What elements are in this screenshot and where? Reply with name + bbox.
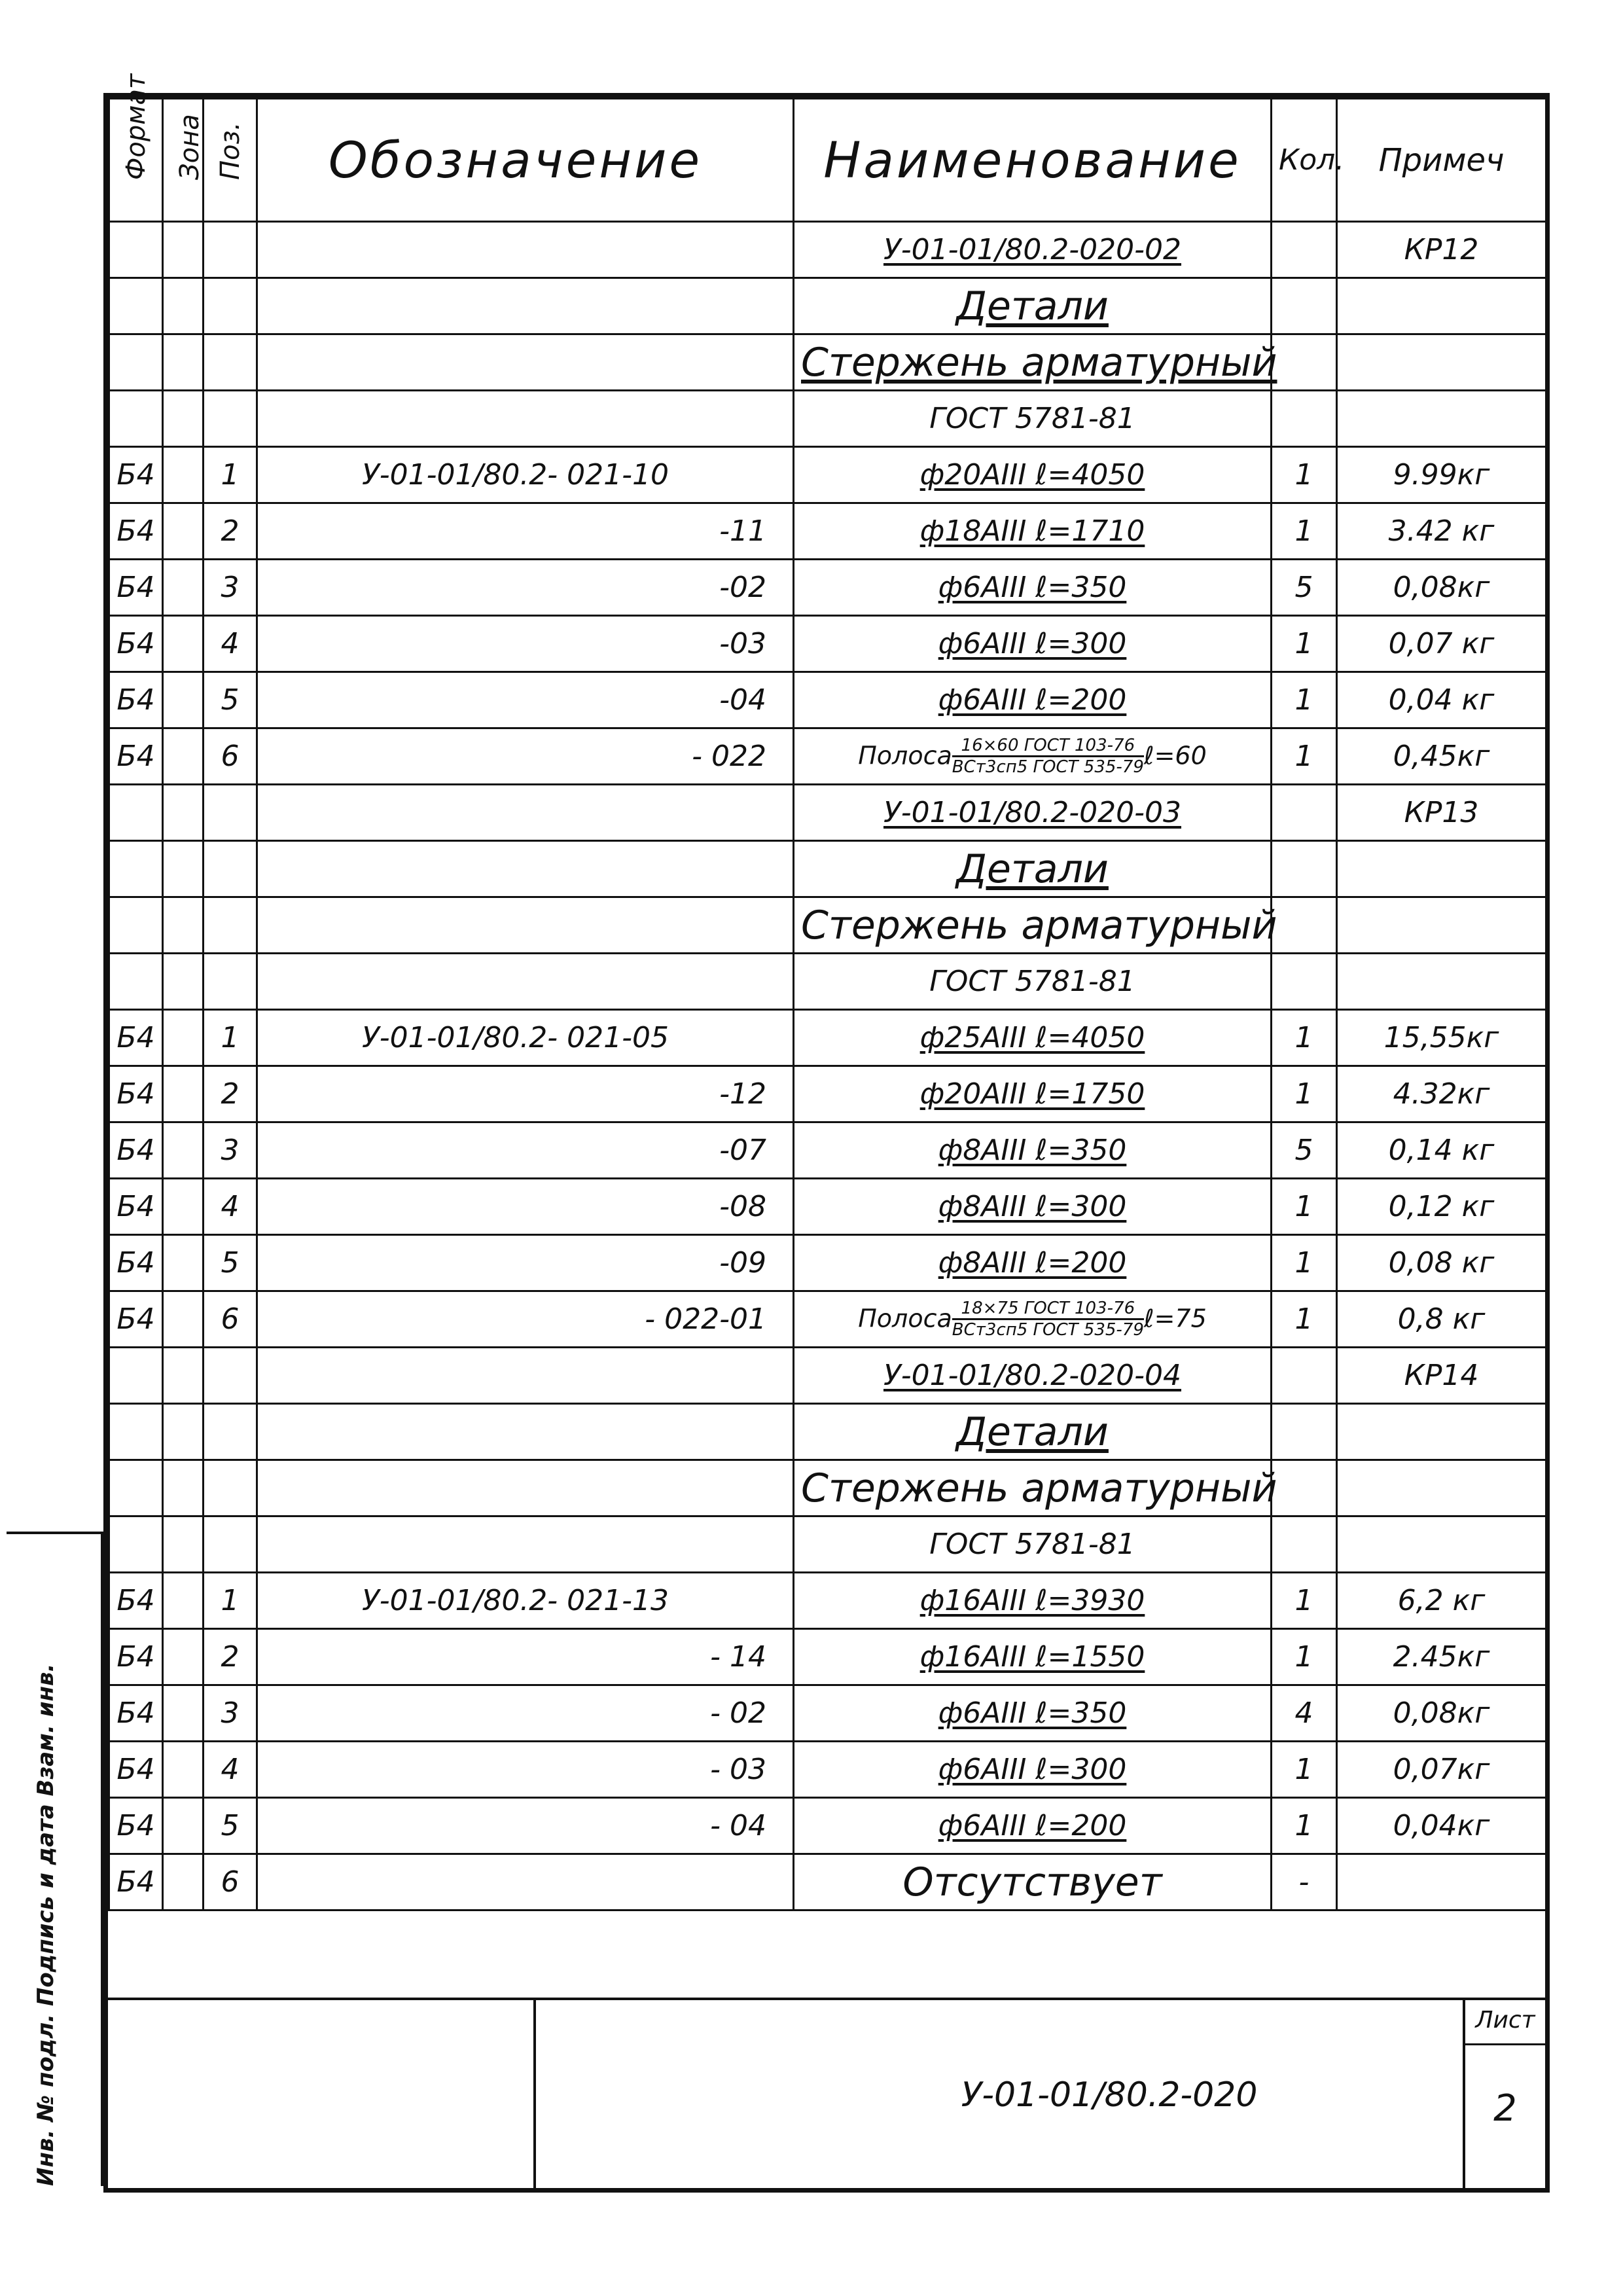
cell-position: 4 [204,1742,257,1798]
cell-designation [257,785,794,841]
cell-name: Детали [794,841,1272,897]
cell-name: Отсутствует [794,1854,1272,1910]
cell-name: ф6АIII ℓ=350 [794,560,1272,616]
header-note: Примеч [1337,99,1546,222]
cell-name: Стержень арматурный [794,334,1272,391]
cell-format: Б4 [109,1629,163,1685]
cell-name: Полоса $\frac{\text{16×60 ГОСТ 103-76}}{\text{ВСт3сп5 ГОСТ 535-79}}$ ℓ=60 [794,728,1272,785]
table-row [109,1235,1546,1291]
cell-designation [257,1854,794,1910]
cell-name: ГОСТ 5781-81 [794,1516,1272,1573]
cell-zone [163,841,204,897]
cell-note [1337,1404,1546,1460]
cell-note [1337,1460,1546,1516]
cell-designation [257,897,794,954]
cell-name: У-01-01/80.2-020-04 [794,1348,1272,1404]
cell-zone [163,1798,204,1854]
table-row [109,897,1546,954]
cell-format: Б4 [109,1685,163,1742]
cell-quantity [1272,391,1337,447]
table-row [109,1742,1546,1798]
table-row [109,616,1546,672]
cell-quantity [1272,278,1337,334]
cell-quantity: 1 [1272,447,1337,503]
cell-note: 0,07кг [1337,1742,1546,1798]
table-row [109,447,1546,503]
cell-format: Б4 [109,1573,163,1629]
cell-zone [163,503,204,560]
cell-note: КР12 [1337,222,1546,278]
table-row [109,1573,1546,1629]
table-row [109,503,1546,560]
table-row [109,728,1546,785]
cell-position [204,334,257,391]
cell-position: 6 [204,1291,257,1348]
table-row [109,278,1546,334]
cell-name: ф20АIII ℓ=4050 [794,447,1272,503]
table-row [109,560,1546,616]
cell-note: 0,14 кг [1337,1122,1546,1179]
table-row [109,1629,1546,1685]
cell-position: 3 [204,1685,257,1742]
cell-designation: -11 [257,503,794,560]
cell-quantity: 1 [1272,1066,1337,1122]
cell-designation: -09 [257,1235,794,1291]
table-row [109,672,1546,728]
table-row [109,1854,1546,1910]
cell-note: 0,8 кг [1337,1291,1546,1348]
cell-format: Б4 [109,447,163,503]
cell-note: 9.99кг [1337,447,1546,503]
cell-position: 3 [204,560,257,616]
cell-zone [163,1348,204,1404]
cell-name: ф8АIII ℓ=350 [794,1122,1272,1179]
cell-zone [163,447,204,503]
cell-zone [163,1854,204,1910]
cell-format: Б4 [109,560,163,616]
cell-designation: У-01-01/80.2- 021-05 [257,1010,794,1066]
cell-designation: -07 [257,1122,794,1179]
cell-name: Детали [794,1404,1272,1460]
cell-quantity: 4 [1272,1685,1337,1742]
cell-zone [163,1291,204,1348]
cell-zone [163,672,204,728]
sheet-number: 2 [1493,2087,1517,2130]
cell-format [109,222,163,278]
cell-designation: - 022 [257,728,794,785]
table-row [109,391,1546,447]
cell-quantity [1272,954,1337,1010]
cell-zone [163,1742,204,1798]
cell-note: 15,55кг [1337,1010,1546,1066]
cell-designation [257,841,794,897]
cell-format [109,1404,163,1460]
cell-designation [257,1404,794,1460]
table-row [109,1798,1546,1854]
cell-designation [257,278,794,334]
cell-name: ф20АIII ℓ=1750 [794,1066,1272,1122]
cell-zone [163,728,204,785]
cell-note [1337,897,1546,954]
cell-name: ф18АIII ℓ=1710 [794,503,1272,560]
cell-zone [163,1179,204,1235]
cell-note: 0,45кг [1337,728,1546,785]
cell-quantity [1272,1516,1337,1573]
table-row [109,334,1546,391]
table-row [109,1179,1546,1235]
table-row [109,1404,1546,1460]
cell-format [109,1348,163,1404]
cell-position [204,278,257,334]
cell-position [204,1348,257,1404]
cell-zone [163,1404,204,1460]
title-block [108,1998,1545,2193]
document-code: У-01-01/80.2-020 [961,2075,1258,2115]
side-stamp [7,1532,105,2186]
cell-note: 0,04кг [1337,1798,1546,1854]
cell-position: 3 [204,1122,257,1179]
cell-name: Стержень арматурный [794,1460,1272,1516]
cell-quantity [1272,897,1337,954]
cell-format: Б4 [109,503,163,560]
cell-quantity: 1 [1272,1291,1337,1348]
cell-quantity: 1 [1272,672,1337,728]
table-row [109,1516,1546,1573]
cell-format: Б4 [109,672,163,728]
cell-note: 2.45кг [1337,1629,1546,1685]
cell-name: ф6АIII ℓ=200 [794,672,1272,728]
cell-quantity: 1 [1272,503,1337,560]
cell-format: Б4 [109,1291,163,1348]
cell-name: ГОСТ 5781-81 [794,954,1272,1010]
cell-position: 6 [204,728,257,785]
cell-position: 6 [204,1854,257,1910]
cell-name: ф6АIII ℓ=200 [794,1798,1272,1854]
cell-quantity [1272,1404,1337,1460]
cell-zone [163,278,204,334]
table-row [109,222,1546,278]
cell-quantity [1272,334,1337,391]
cell-note [1337,1516,1546,1573]
cell-zone [163,222,204,278]
cell-designation: - 03 [257,1742,794,1798]
table-row [109,1066,1546,1122]
cell-position [204,391,257,447]
cell-name: ф6АIII ℓ=300 [794,1742,1272,1798]
cell-name: У-01-01/80.2-020-03 [794,785,1272,841]
cell-designation: -08 [257,1179,794,1235]
cell-quantity: 1 [1272,1179,1337,1235]
cell-zone [163,1066,204,1122]
sheet-label: Лист [1465,1998,1545,2045]
cell-format [109,278,163,334]
table-row [109,841,1546,897]
cell-quantity: 5 [1272,1122,1337,1179]
table-row [109,785,1546,841]
cell-designation [257,222,794,278]
cell-note: 0,08кг [1337,560,1546,616]
table-row [109,1010,1546,1066]
cell-name: ф8АIII ℓ=200 [794,1235,1272,1291]
cell-position: 2 [204,1066,257,1122]
cell-name: У-01-01/80.2-020-02 [794,222,1272,278]
table-header-row [109,99,1546,222]
cell-zone [163,1685,204,1742]
cell-note: 0,08кг [1337,1685,1546,1742]
cell-position: 5 [204,672,257,728]
cell-note: 0,04 кг [1337,672,1546,728]
cell-zone [163,1573,204,1629]
cell-name: ф16АIII ℓ=1550 [794,1629,1272,1685]
cell-format [109,841,163,897]
cell-quantity: 1 [1272,728,1337,785]
cell-designation: У-01-01/80.2- 021-10 [257,447,794,503]
cell-position: 1 [204,447,257,503]
cell-format: Б4 [109,1854,163,1910]
cell-zone [163,1516,204,1573]
cell-quantity: 1 [1272,1798,1337,1854]
cell-position [204,954,257,1010]
cell-format [109,334,163,391]
header-format: Формат [109,99,163,222]
cell-note: КР13 [1337,785,1546,841]
cell-note: 6,2 кг [1337,1573,1546,1629]
header-zone: Зона [163,99,204,222]
cell-quantity: 1 [1272,616,1337,672]
cell-name: ф25АIII ℓ=4050 [794,1010,1272,1066]
header-designation: Обозначение [257,99,794,222]
cell-format: Б4 [109,1235,163,1291]
header-name: Наименование [794,99,1272,222]
cell-note: 3.42 кг [1337,503,1546,560]
cell-format [109,1460,163,1516]
cell-position: 4 [204,1179,257,1235]
cell-format: Б4 [109,728,163,785]
cell-position [204,1516,257,1573]
cell-designation: У-01-01/80.2- 021-13 [257,1573,794,1629]
cell-name: Детали [794,278,1272,334]
cell-quantity: 1 [1272,1742,1337,1798]
cell-designation [257,1460,794,1516]
cell-note [1337,954,1546,1010]
cell-quantity: 1 [1272,1235,1337,1291]
cell-position: 1 [204,1010,257,1066]
cell-format [109,954,163,1010]
cell-zone [163,1629,204,1685]
cell-position [204,1460,257,1516]
cell-format [109,785,163,841]
table-row [109,1122,1546,1179]
cell-position [204,785,257,841]
cell-designation [257,391,794,447]
cell-zone [163,391,204,447]
cell-zone [163,1122,204,1179]
cell-format [109,391,163,447]
cell-name: ф6АIII ℓ=350 [794,1685,1272,1742]
cell-name: ф8АIII ℓ=300 [794,1179,1272,1235]
cell-note: 4.32кг [1337,1066,1546,1122]
cell-designation: -12 [257,1066,794,1122]
cell-note: 0,08 кг [1337,1235,1546,1291]
cell-quantity: 5 [1272,560,1337,616]
cell-format: Б4 [109,1179,163,1235]
cell-quantity [1272,841,1337,897]
cell-quantity [1272,1348,1337,1404]
cell-quantity [1272,1460,1337,1516]
cell-position [204,841,257,897]
table-row [109,1685,1546,1742]
cell-designation [257,954,794,1010]
cell-format: Б4 [109,1122,163,1179]
cell-format: Б4 [109,1798,163,1854]
cell-format: Б4 [109,1742,163,1798]
cell-zone [163,897,204,954]
cell-format: Б4 [109,1066,163,1122]
cell-format [109,1516,163,1573]
table-row [109,1291,1546,1348]
table-row [109,954,1546,1010]
cell-zone [163,560,204,616]
cell-name: ф6АIII ℓ=300 [794,616,1272,672]
cell-name: ф16АIII ℓ=3930 [794,1573,1272,1629]
cell-designation [257,1516,794,1573]
cell-name: Стержень арматурный [794,897,1272,954]
cell-note [1337,278,1546,334]
cell-designation: -04 [257,672,794,728]
cell-note: 0,07 кг [1337,616,1546,672]
cell-designation: - 022-01 [257,1291,794,1348]
cell-format: Б4 [109,616,163,672]
cell-format [109,897,163,954]
cell-designation: -02 [257,560,794,616]
cell-note [1337,391,1546,447]
cell-zone [163,785,204,841]
cell-note: КР14 [1337,1348,1546,1404]
cell-position [204,1404,257,1460]
cell-zone [163,1010,204,1066]
cell-designation: - 04 [257,1798,794,1854]
cell-quantity: 1 [1272,1010,1337,1066]
table-row [109,1460,1546,1516]
cell-position: 4 [204,616,257,672]
side-stamp-text: Инв. № подл. Подпись и дата Взам. инв. [33,1663,59,2186]
cell-position: 1 [204,1573,257,1629]
cell-format: Б4 [109,1010,163,1066]
cell-name: ГОСТ 5781-81 [794,391,1272,447]
cell-position: 5 [204,1798,257,1854]
cell-quantity [1272,785,1337,841]
cell-designation [257,334,794,391]
cell-position [204,222,257,278]
cell-zone [163,616,204,672]
cell-note [1337,334,1546,391]
table-row [109,1348,1546,1404]
header-position: Поз. [204,99,257,222]
cell-position: 2 [204,1629,257,1685]
cell-position: 2 [204,503,257,560]
specification-table [108,73,1547,1911]
cell-note [1337,1854,1546,1910]
cell-quantity: 1 [1272,1573,1337,1629]
cell-quantity: - [1272,1854,1337,1910]
cell-designation [257,1348,794,1404]
cell-position: 5 [204,1235,257,1291]
cell-note [1337,841,1546,897]
cell-designation: - 14 [257,1629,794,1685]
cell-designation: - 02 [257,1685,794,1742]
header-quantity: Кол. [1272,99,1337,222]
cell-quantity: 1 [1272,1629,1337,1685]
cell-zone [163,1235,204,1291]
cell-note: 0,12 кг [1337,1179,1546,1235]
cell-zone [163,954,204,1010]
cell-name: Полоса $\frac{\text{18×75 ГОСТ 103-76}}{\text{ВСт3сп5 ГОСТ 535-79}}$ ℓ=75 [794,1291,1272,1348]
cell-position [204,897,257,954]
cell-zone [163,1460,204,1516]
cell-designation: -03 [257,616,794,672]
cell-zone [163,334,204,391]
cell-quantity [1272,222,1337,278]
